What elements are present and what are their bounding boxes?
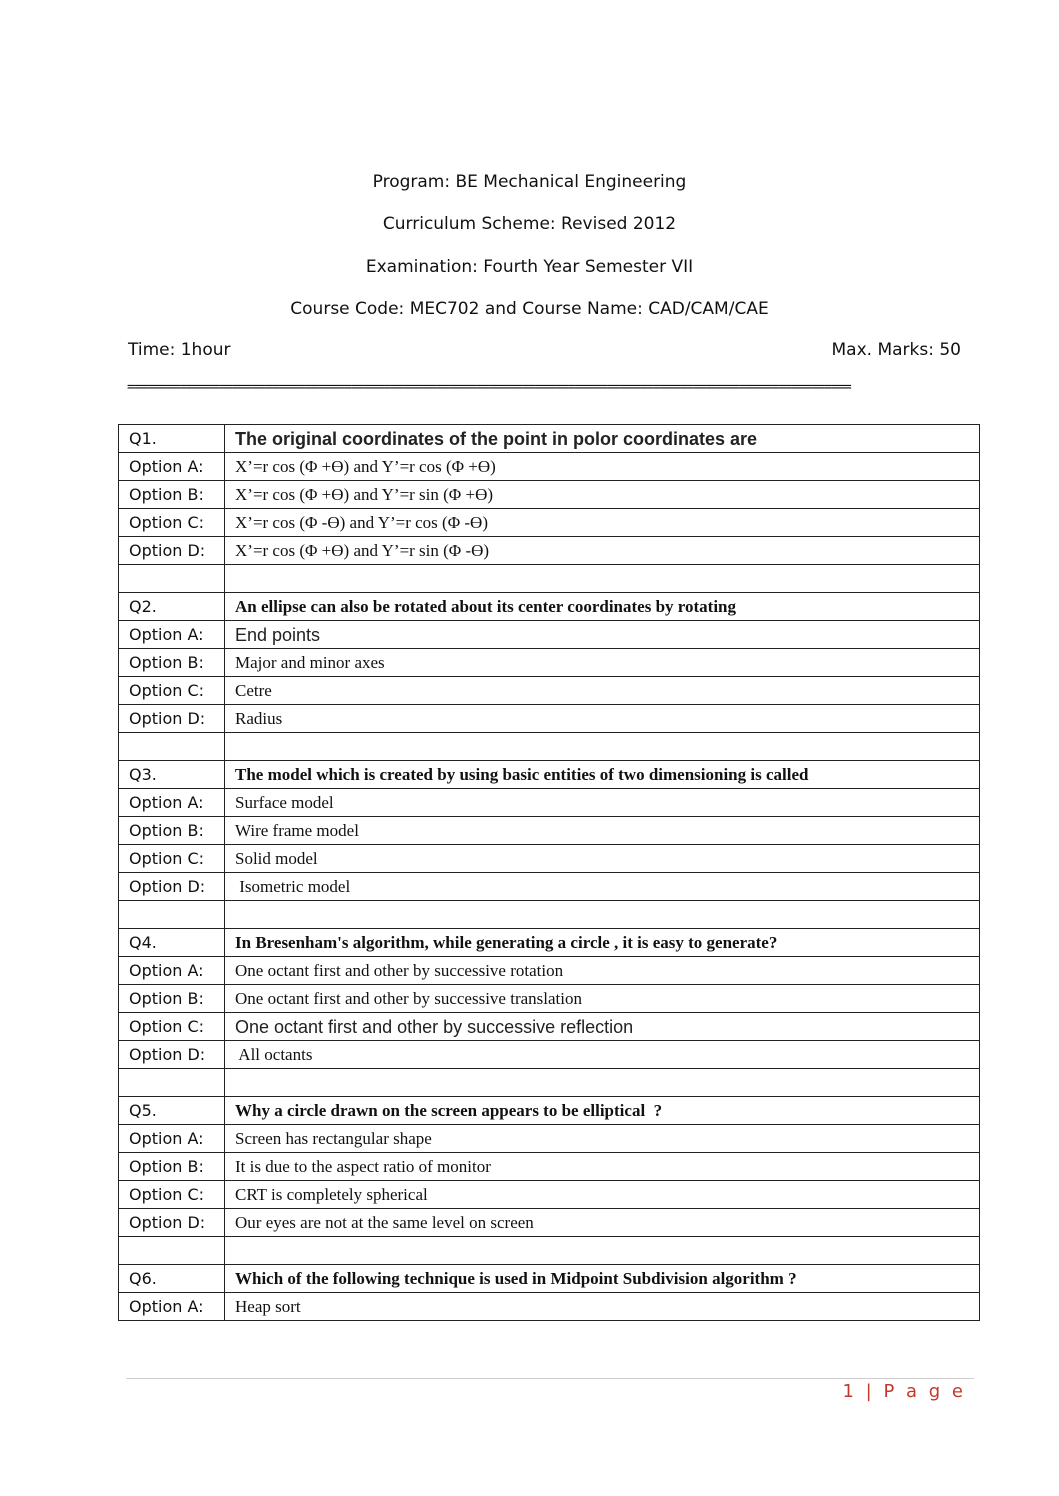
option-row	[119, 1013, 980, 1041]
option-text: CRT is completely spherical	[225, 1181, 980, 1209]
option-text: Surface model	[225, 789, 980, 817]
option-label: Option C:	[119, 509, 225, 537]
header-course: Course Code: MEC702 and Course Name: CAD/CAM/CAE	[290, 299, 769, 319]
option-label: Option D:	[119, 873, 225, 901]
option-label: Option C:	[119, 1181, 225, 1209]
spacer-row	[119, 901, 980, 929]
question-table	[118, 424, 980, 1321]
option-text: Heap sort	[225, 1293, 980, 1321]
question-number: Q6.	[119, 1265, 225, 1293]
option-row	[119, 817, 980, 845]
question-text: In Bresenham's algorithm, while generating a circle , it is easy to generate?	[225, 929, 980, 957]
option-row	[119, 537, 980, 565]
option-label: Option A:	[119, 957, 225, 985]
time-label: Time: 1hour	[128, 340, 231, 360]
question-number: Q2.	[119, 593, 225, 621]
option-text: One octant first and other by successive translation	[225, 985, 980, 1013]
question-text: The model which is created by using basic entities of two dimensioning is called	[225, 761, 980, 789]
option-label: Option D:	[119, 1209, 225, 1237]
option-text: X’=r cos (Φ +ϴ) and Y’=r sin (Φ -ϴ)	[225, 537, 980, 565]
option-text: Isometric model	[225, 873, 980, 901]
option-row	[119, 1041, 980, 1069]
option-label: Option C:	[119, 845, 225, 873]
option-row	[119, 1209, 980, 1237]
option-label: Option A:	[119, 1125, 225, 1153]
option-row	[119, 453, 980, 481]
option-label: Option A:	[119, 453, 225, 481]
option-text: End points	[225, 621, 980, 649]
option-row	[119, 705, 980, 733]
option-row	[119, 873, 980, 901]
page-number: 1 | P a g e	[842, 1381, 966, 1402]
option-text: Radius	[225, 705, 980, 733]
option-row	[119, 481, 980, 509]
option-text: Wire frame model	[225, 817, 980, 845]
option-text: X’=r cos (Φ -ϴ) and Y’=r cos (Φ -ϴ)	[225, 509, 980, 537]
option-row	[119, 845, 980, 873]
question-number: Q3.	[119, 761, 225, 789]
question-number: Q5.	[119, 1097, 225, 1125]
option-label: Option D:	[119, 705, 225, 733]
question-number: Q4.	[119, 929, 225, 957]
option-label: Option B:	[119, 1153, 225, 1181]
option-text: Cetre	[225, 677, 980, 705]
spacer-row	[119, 1237, 980, 1265]
spacer-row	[119, 565, 980, 593]
option-label: Option D:	[119, 537, 225, 565]
option-label: Option B:	[119, 481, 225, 509]
option-label: Option A:	[119, 1293, 225, 1321]
option-row	[119, 1125, 980, 1153]
option-label: Option B:	[119, 649, 225, 677]
separator-line: ==============================================================================================================	[127, 380, 851, 395]
option-row	[119, 1153, 980, 1181]
footer-divider	[126, 1378, 974, 1379]
option-label: Option D:	[119, 1041, 225, 1069]
option-text: One octant first and other by successive reflection	[225, 1013, 980, 1041]
question-row	[119, 1097, 980, 1125]
option-text: One octant first and other by successive rotation	[225, 957, 980, 985]
spacer-row	[119, 1069, 980, 1097]
option-text: It is due to the aspect ratio of monitor	[225, 1153, 980, 1181]
option-row	[119, 1293, 980, 1321]
question-text: Why a circle drawn on the screen appears to be elliptical ?	[225, 1097, 980, 1125]
option-label: Option B:	[119, 985, 225, 1013]
header-examination: Examination: Fourth Year Semester VII	[365, 257, 694, 277]
option-text: Solid model	[225, 845, 980, 873]
option-label: Option A:	[119, 621, 225, 649]
question-text: An ellipse can also be rotated about its center coordinates by rotating	[225, 593, 980, 621]
option-text: Major and minor axes	[225, 649, 980, 677]
option-text: Screen has rectangular shape	[225, 1125, 980, 1153]
option-text: X’=r cos (Φ +ϴ) and Y’=r sin (Φ +ϴ)	[225, 481, 980, 509]
option-row	[119, 957, 980, 985]
option-row	[119, 621, 980, 649]
question-text: The original coordinates of the point in polor coordinates are	[225, 425, 980, 453]
header-program: Program: BE Mechanical Engineering	[372, 172, 687, 192]
question-row	[119, 593, 980, 621]
option-row	[119, 985, 980, 1013]
question-row	[119, 425, 980, 453]
option-row	[119, 677, 980, 705]
question-row	[119, 929, 980, 957]
option-label: Option B:	[119, 817, 225, 845]
option-label: Option C:	[119, 677, 225, 705]
question-number: Q1.	[119, 425, 225, 453]
question-text: Which of the following technique is used in Midpoint Subdivision algorithm ?	[225, 1265, 980, 1293]
option-text: All octants	[225, 1041, 980, 1069]
header-scheme: Curriculum Scheme: Revised 2012	[382, 214, 677, 234]
option-text: X’=r cos (Φ +ϴ) and Y’=r cos (Φ +ϴ)	[225, 453, 980, 481]
option-row	[119, 1181, 980, 1209]
option-label: Option A:	[119, 789, 225, 817]
option-label: Option C:	[119, 1013, 225, 1041]
spacer-row	[119, 733, 980, 761]
option-row	[119, 649, 980, 677]
option-row	[119, 789, 980, 817]
option-text: Our eyes are not at the same level on screen	[225, 1209, 980, 1237]
option-row	[119, 509, 980, 537]
question-row	[119, 1265, 980, 1293]
max-marks-label: Max. Marks: 50	[831, 340, 961, 360]
question-row	[119, 761, 980, 789]
